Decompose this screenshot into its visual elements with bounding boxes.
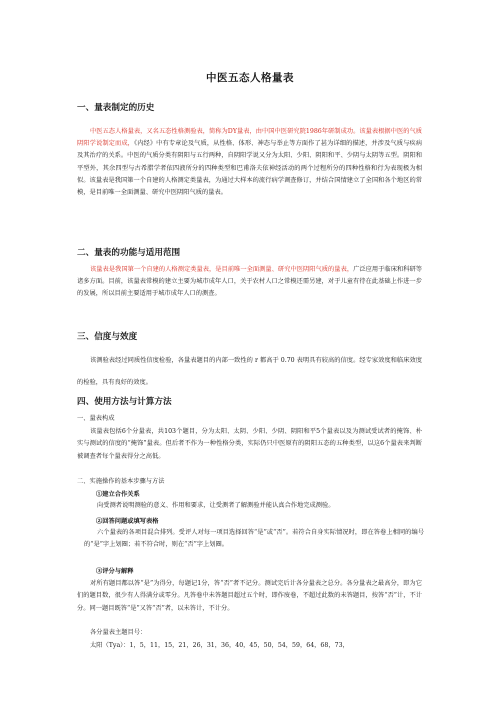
- body-text: 广泛应用于临床和科研等诸多方面。目前，该量表常模的建立主要为城市成年人口，关于农村人口之常模还需另建，对于儿童有待在此基础上作进一步的发展，所以目前主要适用于城市成年人口的测查。: [77, 266, 423, 298]
- subheading-procedure: 二、实施操作的基本步骤与方法: [77, 478, 165, 485]
- step-2-label: ②回答问题或填写表格: [96, 518, 159, 525]
- section-heading-usage: 四、使用方法与计算方法: [77, 397, 172, 407]
- subheading-structure: 一、量表构成: [77, 415, 115, 422]
- taiyang-items: 太阳（Tya）：1，5，11，15，21，26，31，36，40，45，50，54，59，64，68，73，: [90, 642, 349, 649]
- section-heading-history: 一、量表制定的历史: [77, 103, 155, 113]
- highlighted-text: 中医五态人格量表，又名五态性格测验表，简称为DY量表，由中国中医研究院1986年研制成功。该量表根据中医的气质阴阳学说制定而成，: [77, 128, 422, 148]
- step-1-label: ①建立合作关系: [96, 491, 140, 498]
- section-heading-reliability: 三、信度与效度: [77, 332, 138, 342]
- body-text: 《内经》中有专章论及气质，从性格、体形、神态与举止等方面作了甚为详细的描述，并涉及气质与疾病及其治疗的关系。中医的气质分类有阴阳与五行两种，自阴阳学说又分为太阳、少阳、阴阳和平、少阴与太阴等五型。阴阳和平型外，其余四型与古希腊学者依四液所分的四种类型和巴甫洛夫依神经活动的两个过程所分的四种性格和行为表现极为相似。该量表是我国第一个自建的人格测定类量表，为通过大样本的流行病学调查修订，并结合国情建立了全国和各个地区的常模，是目前唯一全面测量、研究中医阴阳气质的量表。: [77, 140, 423, 197]
- highlighted-text: 该量表是我国第一个自建的人格测定类量表，是目前唯一全面测量、研究中医阴阳气质的量表，: [90, 266, 354, 273]
- step-3-label: ③评分与解释: [96, 568, 134, 575]
- paragraph-structure: 该量表包括6个分量表，共103个题目，分为太阳、太阴、少阳、少阴、阴阳和平5个量表以及为测试受试者的掩饰、朴实与测试的信度的“掩饰”量表。但后者不作为一种性格分类，实际仍只中医原有的阴阳五态的五种类型，以这6个量表来判断被调查者每个量表得分之高低。: [77, 428, 422, 460]
- step-3-text: 对所有题目都以答“是”为得分，每题记1分，答“否”者不记分。测试完后计各分量表之总分。各分量表之最高分，即为它们的题目数，很少有人得满分或零分。凡答卷中未答题目超过五个时，即作废卷，不超过此数的未答题目，按答“否”计，不计分。同一题目既答“是”又答“否”者，以未答计，不计分。: [77, 580, 422, 612]
- document-title: 中医五态人格量表: [206, 72, 294, 84]
- section-heading-function: 二、量表的功能与适用范围: [77, 248, 181, 258]
- section-paragraph-history: [77, 126, 422, 199]
- step-2-text: 六个量表的各项目混合排列。受评人对每一项目选择回答“是”或“否”。若符合自身实际情况时，即在答卷上相同的编号的“是”字上划圈；若不符合时，则在“否”字上划圈。: [84, 529, 424, 549]
- items-label: 各分量表主题目号：: [90, 629, 147, 636]
- section-paragraph-function: [77, 264, 422, 301]
- section-paragraph-reliability: 该测验表经过同质性信度检验，各量表题目的内部一致性的 r 都高于 0.70 表明具有较高的信度。经专家效度和临床效度的检验，具有良好的效度。: [77, 357, 422, 386]
- step-1-text: 向受测者说明测验的意义、作用和要求，让受测者了解测验并能认真合作地完成测验。: [97, 502, 335, 509]
